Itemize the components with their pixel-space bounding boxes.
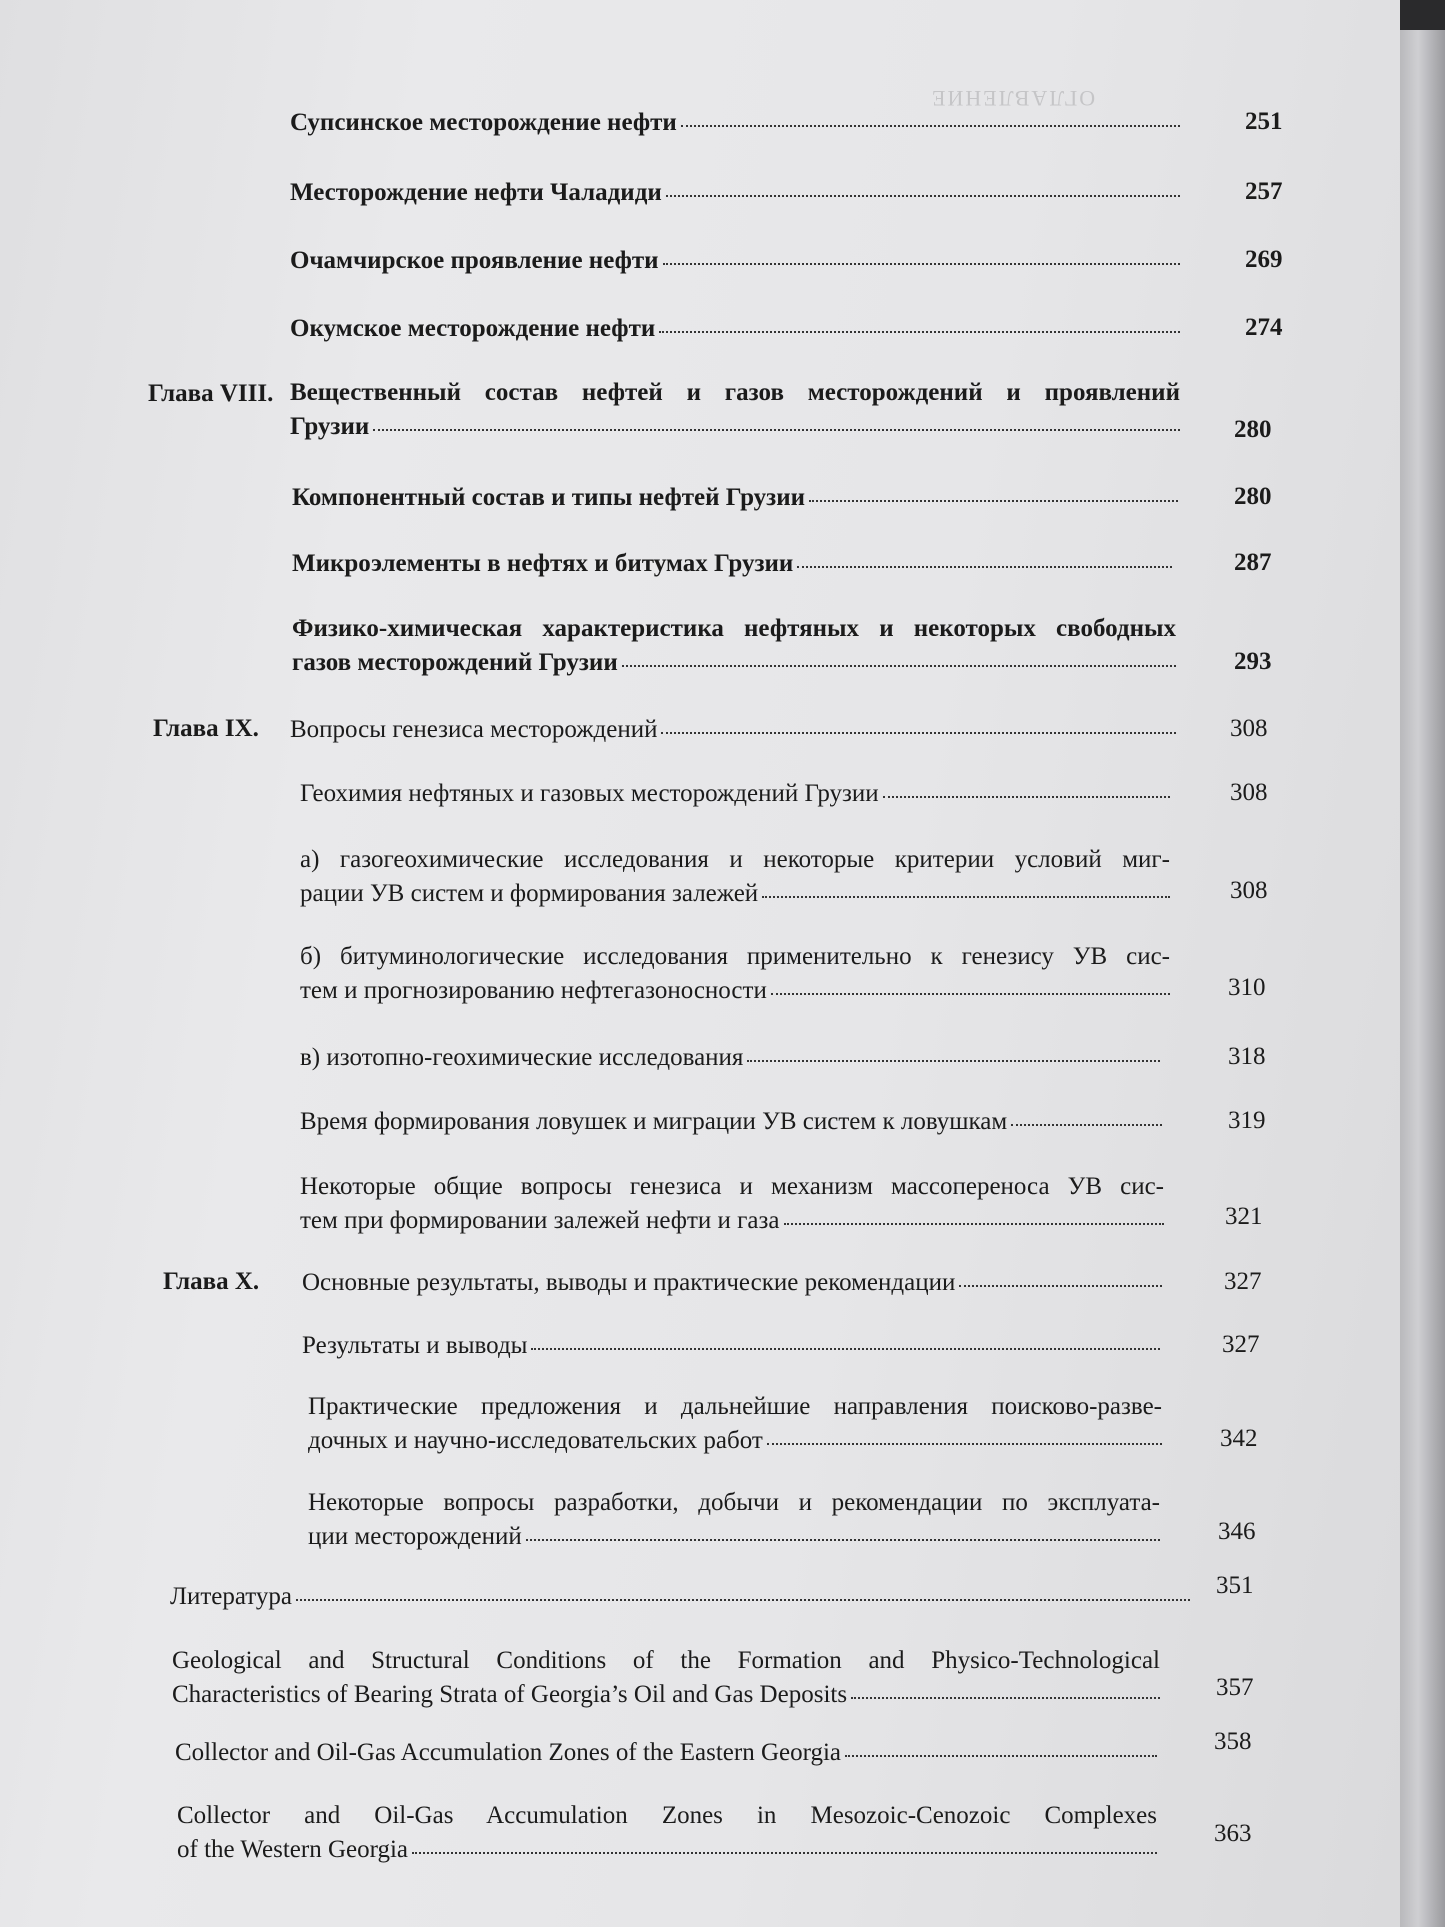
page-number: 308 (1230, 779, 1268, 806)
toc-entry-title-line: Окумское месторождение нефти (290, 315, 656, 342)
toc-entry-title-line: дочных и научно-исследовательских работ (308, 1427, 763, 1454)
toc-entry-title-line: Практические предложения и дальнейшие направления поисково-разве- (308, 1393, 1162, 1420)
toc-entry-title-line: тем при формировании залежей нефти и газа (300, 1207, 780, 1234)
chapter-label: Глава X. (163, 1268, 260, 1295)
toc-entry-title-line: Вопросы генезиса месторождений (290, 716, 658, 743)
toc-entry-title-line: тем и прогнозированию нефтегазоносности (300, 977, 767, 1004)
page-number: 257 (1245, 178, 1283, 205)
toc-entry-title-line: Characteristics of Bearing Strata of Georgia’s Oil and Gas Deposits (172, 1681, 848, 1708)
dot-leader (659, 331, 1180, 333)
page-number: 280 (1234, 416, 1272, 443)
dot-leader (762, 896, 1170, 898)
toc-entry-title-line: Некоторые общие вопросы генезиса и механизм массопереноса УВ сис- (300, 1173, 1164, 1200)
page-number: 346 (1218, 1518, 1256, 1545)
toc-entry[interactable] (292, 483, 1178, 513)
toc-entry-title-line: ции месторождений (308, 1523, 522, 1550)
dot-leader (797, 566, 1172, 568)
toc-entry-title-line: б) битуминологические исследования применительно к генезису УВ сис- (300, 943, 1170, 970)
dot-leader (747, 1060, 1160, 1062)
page-number: 269 (1245, 246, 1283, 273)
toc-entry[interactable] (177, 1801, 1157, 1865)
toc-entry[interactable] (300, 1107, 1162, 1137)
dot-leader (373, 429, 1180, 431)
dot-leader (771, 993, 1170, 995)
page-number: 351 (1216, 1572, 1254, 1599)
dot-leader (296, 1599, 1190, 1601)
toc-entry[interactable] (300, 779, 1170, 809)
toc-entry-title-line: Супсинское месторождение нефти (290, 109, 677, 136)
toc-entry[interactable] (290, 314, 1180, 344)
toc-entry-title-line: Компонентный состав и типы нефтей Грузии (292, 484, 806, 511)
bleed-through-heading: ОГЛАВЛЕНИЕ (930, 86, 1096, 111)
toc-entry-title-line: Физико-химическая характеристика нефтяных и некоторых свободных (292, 615, 1176, 642)
dot-leader (959, 1285, 1162, 1287)
dot-leader (1011, 1124, 1162, 1126)
dot-leader (883, 796, 1170, 798)
toc-entry[interactable] (302, 1268, 1162, 1298)
dot-leader (663, 263, 1180, 265)
toc-entry[interactable] (172, 1646, 1160, 1710)
dot-leader (851, 1697, 1160, 1699)
toc-entry-title-line: Geological and Structural Conditions of the Formation and Physico-Technological (172, 1647, 1160, 1674)
toc-entry-title-line: Вещественный состав нефтей и газов месторождений и проявлений (290, 379, 1180, 406)
toc-entry-title-line: Результаты и выводы (302, 1332, 528, 1359)
toc-entry[interactable] (308, 1488, 1160, 1552)
toc-entry-title-line: газов месторождений Грузии (292, 649, 618, 676)
toc-entry-title-line: Грузии (290, 413, 370, 440)
page-number: 280 (1234, 483, 1272, 510)
toc-entry-title-line: Микроэлементы в нефтях и битумах Грузии (292, 550, 794, 577)
chapter-label: Глава IX. (153, 715, 259, 742)
next-page-edge (1400, 30, 1445, 1927)
toc-entry[interactable] (175, 1738, 1157, 1768)
toc-entry-title-line: Collector and Oil-Gas Accumulation Zones in Mesozoic-Cenozoic Complexes (177, 1802, 1157, 1829)
page-number: 357 (1216, 1674, 1254, 1701)
toc-entry-title-line: Месторождение нефти Чаладиди (290, 179, 662, 206)
toc-entry[interactable] (290, 108, 1180, 138)
toc-entry-title-line: в) изотопно-геохимические исследования (300, 1044, 744, 1071)
page-number: 358 (1214, 1728, 1252, 1755)
page-number: 319 (1228, 1107, 1266, 1134)
toc-entry-title-line: Геохимия нефтяных и газовых месторождений Грузии (300, 780, 879, 807)
page-number: 274 (1245, 314, 1283, 341)
toc-entry-title-line: Collector and Oil-Gas Accumulation Zones of the Eastern Georgia (175, 1739, 842, 1766)
page-number: 363 (1214, 1820, 1252, 1847)
page-number: 327 (1222, 1331, 1260, 1358)
toc-entry[interactable] (292, 614, 1176, 678)
toc-entry[interactable] (300, 1043, 1160, 1073)
dot-leader (681, 125, 1180, 127)
page-number: 251 (1245, 108, 1283, 135)
page-number: 327 (1224, 1268, 1262, 1295)
chapter-label: Глава VIII. (148, 380, 274, 407)
page-number: 310 (1228, 974, 1266, 1001)
dot-leader (845, 1755, 1157, 1757)
dot-leader (666, 195, 1180, 197)
toc-entry[interactable] (290, 378, 1180, 442)
toc-entry-title-line: of the Western Georgia (177, 1836, 409, 1863)
toc-entry-title-line: рации УВ систем и формирования залежей (300, 880, 759, 907)
dot-leader (526, 1539, 1160, 1541)
toc-entry[interactable] (290, 246, 1180, 276)
page-number: 342 (1220, 1425, 1258, 1452)
toc-entry-title-line: Основные результаты, выводы и практические рекомендации (302, 1269, 956, 1296)
page-number: 293 (1234, 648, 1272, 675)
page-number: 308 (1230, 877, 1268, 904)
toc-entry[interactable] (300, 942, 1170, 1006)
toc-entry[interactable] (290, 715, 1176, 745)
toc-entry-title-line: Очамчирское проявление нефти (290, 247, 659, 274)
dot-leader (784, 1223, 1165, 1225)
toc-entry-title-line: Время формирования ловушек и миграции УВ систем к ловушкам (300, 1108, 1008, 1135)
page-number: 308 (1230, 715, 1268, 742)
dot-leader (661, 732, 1176, 734)
toc-entry[interactable] (308, 1392, 1162, 1456)
dot-leader (622, 665, 1176, 667)
toc-entry[interactable] (300, 845, 1170, 909)
page-number: 321 (1225, 1203, 1263, 1230)
toc-entry[interactable] (170, 1582, 1190, 1612)
dot-leader (412, 1852, 1157, 1854)
toc-entry-title-line: Литература (170, 1583, 292, 1610)
dot-leader (809, 500, 1178, 502)
toc-entry[interactable] (292, 549, 1172, 579)
toc-entry[interactable] (300, 1172, 1164, 1236)
toc-entry-title-line: Некоторые вопросы разработки, добычи и рекомендации по эксплуата- (308, 1489, 1160, 1516)
toc-entry[interactable] (290, 178, 1180, 208)
toc-entry[interactable] (302, 1331, 1160, 1361)
page-number: 287 (1234, 549, 1272, 576)
toc-entry-title-line: а) газогеохимические исследования и некоторые критерии условий миг- (300, 846, 1170, 873)
dot-leader (767, 1443, 1162, 1445)
page-number: 318 (1228, 1043, 1266, 1070)
dot-leader (531, 1348, 1160, 1350)
